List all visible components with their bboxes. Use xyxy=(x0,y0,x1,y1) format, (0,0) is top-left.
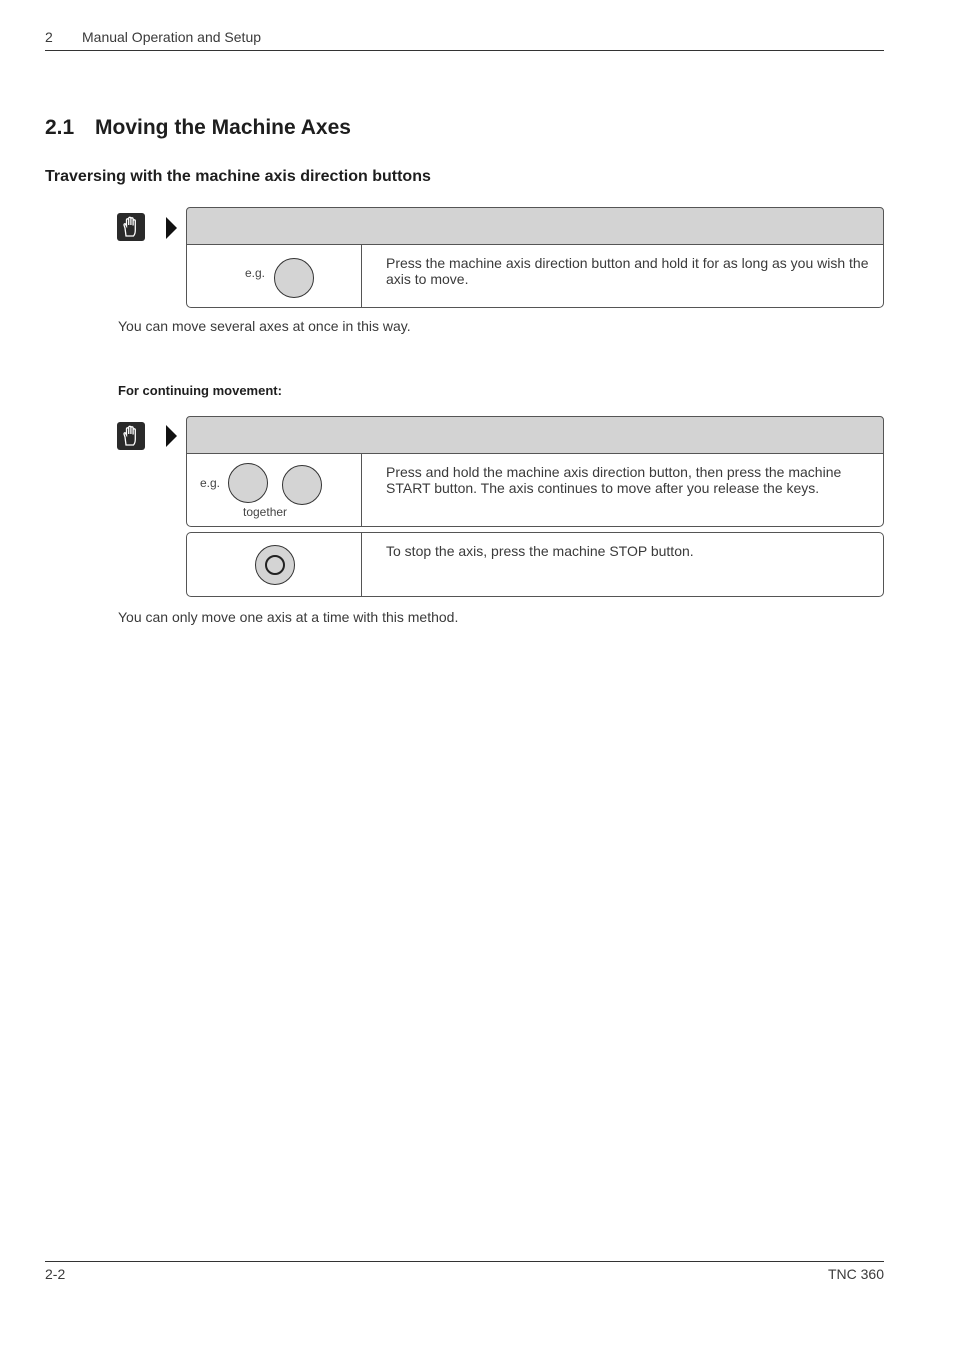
chapter-title: Manual Operation and Setup xyxy=(82,29,262,45)
stop-button-icon xyxy=(255,545,295,585)
product-name: TNC 360 xyxy=(827,1266,884,1282)
note-several-axes: You can move several axes at once in this way. xyxy=(118,318,411,334)
axis-direction-key-icon xyxy=(228,463,268,503)
step2-mode-bar xyxy=(186,416,884,454)
note-one-axis: You can only move one axis at a time with this method. xyxy=(118,609,459,625)
footer-rule xyxy=(45,1261,884,1262)
step2-divider xyxy=(361,454,362,526)
page-number: 2-2 xyxy=(45,1266,66,1282)
play-arrow-icon xyxy=(166,217,177,239)
section-heading xyxy=(45,116,351,140)
axis-direction-key-icon xyxy=(274,258,314,298)
step3-box xyxy=(186,532,884,597)
step1-divider xyxy=(361,245,362,307)
step1-box xyxy=(186,244,884,308)
play-arrow-icon xyxy=(166,425,177,447)
header-rule xyxy=(45,50,884,51)
chapter-number: 2 xyxy=(45,29,53,45)
hand-icon xyxy=(117,213,145,241)
subheading: Traversing with the machine axis direction buttons xyxy=(45,168,431,185)
step1-eg-label: e.g. xyxy=(245,266,266,280)
step3-text: To stop the axis, press the machine STOP button. xyxy=(386,543,694,559)
step1-mode-bar xyxy=(186,207,884,245)
continuing-heading: For continuing movement: xyxy=(118,383,282,398)
section-title: Moving the Machine Axes xyxy=(95,116,351,139)
step3-divider xyxy=(361,533,362,596)
start-key-icon xyxy=(282,465,322,505)
step1-text: Press the machine axis direction button and hold it for as long as you wish the axis to move. xyxy=(386,255,869,287)
step2-text: Press and hold the machine axis direction button, then press the machine START button. The axis continues to move after you release the keys. xyxy=(386,464,842,496)
together-label: together xyxy=(243,505,288,519)
hand-icon xyxy=(117,422,145,450)
step2-box xyxy=(186,453,884,527)
section-number: 2.1 xyxy=(45,116,75,139)
step2-eg-label: e.g. xyxy=(200,476,221,490)
